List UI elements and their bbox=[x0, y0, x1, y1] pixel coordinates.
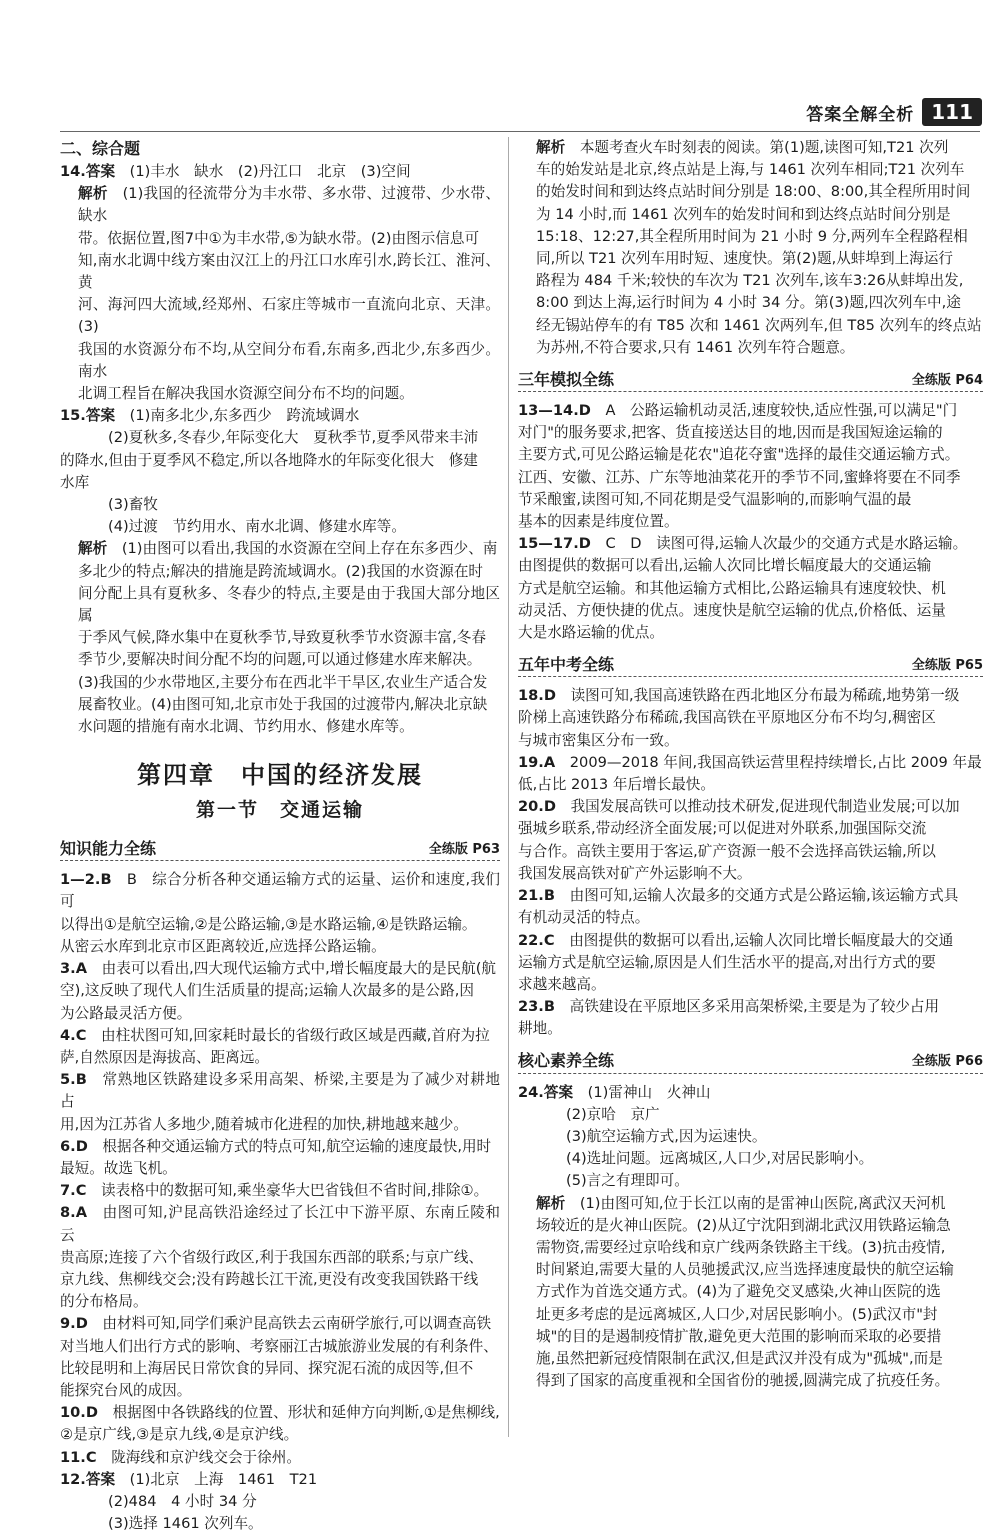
q12-answer bbox=[60, 1469, 500, 1491]
q15-analysis bbox=[60, 538, 500, 738]
answer-item-text: 根据图中各铁路线的位置、形状和延伸方向判断,①是焦柳线, bbox=[112, 1404, 500, 1422]
answer-item-text: 动灵活、方便快捷的优点。速度快是航空运输的优点,价格低、运量 bbox=[518, 601, 946, 619]
analysis-text: 为苏州,不符合要求,只有 1461 次列车符合题意。 bbox=[536, 338, 855, 356]
answer-item-line bbox=[60, 914, 500, 936]
q12-answer-part3: (3)选择 1461 次列车。 bbox=[108, 1515, 263, 1533]
analysis-text: 车的始发站是北京,终点站是上海,与 1461 次列车相同;T21 次列车 bbox=[536, 161, 965, 179]
answer-item-number: 23.B bbox=[518, 998, 555, 1016]
analysis-text: 展畜牧业。(4)由图可知,北京市处于我国的过渡带内,解决北京缺 bbox=[78, 695, 488, 713]
analysis-line bbox=[536, 1348, 983, 1370]
answer-item-text: 低,占比 2013 年后增长最快。 bbox=[518, 776, 715, 794]
q15-answer-part2 bbox=[60, 427, 500, 494]
answer-item-line bbox=[518, 996, 983, 1018]
answer-item-line bbox=[60, 1114, 500, 1136]
analysis-text: 我国的水资源分布不均,从空间分布看,东南多,西北少,东多西少。南水 bbox=[78, 340, 500, 380]
q24-answer-part: (3)航空运输方式,因为运速快。 bbox=[566, 1127, 767, 1145]
answer-item-text: 大是水路运输的优点。 bbox=[518, 624, 664, 642]
answer-item-line bbox=[518, 400, 983, 422]
answer-item-text: 最短。故选飞机。 bbox=[60, 1159, 177, 1177]
answer-item-line bbox=[518, 930, 983, 952]
analysis-text: 同,所以 T21 次列车用时短、速度快。第(2)题,从蚌埠到上海运行 bbox=[536, 250, 953, 268]
answer-item-text: 基本的因素是纬度位置。 bbox=[518, 513, 679, 531]
answer-item-number: 3.A bbox=[60, 960, 87, 978]
answer-item-line bbox=[60, 980, 500, 1002]
analysis-line bbox=[536, 315, 983, 337]
analysis-text: 15:18、12:27,其全程所用时间为 21 小时 9 分,两列车全程路程相 bbox=[536, 227, 968, 245]
header-rule bbox=[60, 131, 980, 132]
analysis-line bbox=[536, 1259, 983, 1281]
analysis-text: (1)由图可知,位于长江以南的是雷神山医院,离武汉天河机 bbox=[579, 1194, 946, 1212]
q14-answer bbox=[60, 161, 500, 183]
q14-analysis bbox=[60, 183, 500, 405]
answer-item-text: 运输方式是航空运输,原因是人们生活水平的提高,对出行方式的要 bbox=[518, 953, 936, 971]
answer-item-line bbox=[60, 1047, 500, 1069]
answer-item-text: 从密云水库到北京市区距离较近,应选择公路运输。 bbox=[60, 937, 386, 955]
answer-item-line bbox=[60, 1180, 500, 1202]
q15-answer-line: (2)夏秋多,冬春少,年际变化大 夏秋季节,夏季风带来丰沛 bbox=[108, 429, 479, 447]
q14-answer-text: (1)丰水 缺水 (2)丹江口 北京 (3)空间 bbox=[129, 163, 411, 180]
answer-item-line bbox=[518, 841, 983, 863]
left-column bbox=[60, 137, 500, 1535]
answer-item-line bbox=[60, 958, 500, 980]
answer-item-number: 22.C bbox=[518, 931, 555, 949]
answer-item-line bbox=[518, 489, 983, 511]
q24-answer-part: (2)京哈 京广 bbox=[566, 1105, 660, 1123]
answer-item-text: 阶梯上高速铁路分布稀疏,我国高铁在平原地区分布不均匀,稠密区 bbox=[518, 709, 936, 727]
answer-item-text: 空),这反映了现代人们生活质量的提高;运输人次最多的是公路,因 bbox=[60, 982, 474, 1000]
q14-number: 14. bbox=[60, 163, 86, 180]
analysis-line bbox=[536, 181, 983, 203]
answer-item-line bbox=[60, 1291, 500, 1313]
answer-item-text: 我国发展高铁对矿产外运影响不大。 bbox=[518, 864, 752, 882]
answer-item-number: 21.B bbox=[518, 887, 555, 905]
band-knowledge bbox=[60, 834, 500, 861]
answer-item-text: 我国发展高铁可以推动技术研发,促进现代制造业发展;可以加 bbox=[570, 798, 960, 816]
answer-item-text: 陇海线和京沪线交会于徐州。 bbox=[111, 1448, 301, 1466]
answer-item-text: 能探究台风的成因。 bbox=[60, 1381, 192, 1399]
answer-item-text: 读图可知,我国高速铁路在西北地区分布最为稀疏,地势第一级 bbox=[570, 687, 960, 705]
q15-answer-part3: (3)畜牧 bbox=[108, 496, 158, 514]
answer-item-line bbox=[60, 1380, 500, 1402]
q12-analysis bbox=[518, 137, 983, 359]
analysis-line bbox=[536, 226, 983, 248]
answer-item-line bbox=[60, 869, 500, 913]
analysis-text: 带。依据位置,图7中①为丰水带,⑤为缺水带。(2)由图示信息可 bbox=[78, 229, 480, 247]
analysis-text: 需物资,需要经过京哈线和京广线两条铁路主干线。(3)抗击疫情, bbox=[536, 1238, 946, 1256]
analysis-text: 的始发时间和到达终点站时间分别是 18:00、8:00,其全程所用时间 bbox=[536, 183, 971, 201]
answer-item-line bbox=[60, 1313, 500, 1335]
answer-item-number: 10.D bbox=[60, 1404, 98, 1422]
analysis-line bbox=[536, 337, 983, 359]
answer-item-text: 根据各种交通运输方式的特点可知,航空运输的速度最快,用时 bbox=[102, 1137, 492, 1155]
analysis-line bbox=[536, 204, 983, 226]
answer-item-text: 京九线、焦柳线交会;没有跨越长江干流,更没有改变我国铁路干线 bbox=[60, 1270, 479, 1288]
analysis-line bbox=[78, 183, 500, 227]
analysis-line bbox=[78, 538, 500, 560]
analysis-line bbox=[78, 339, 500, 383]
page-header bbox=[792, 96, 982, 128]
answer-item-text: 由图可知,沪昆高铁沿途经过了长江中下游平原、东南丘陵和云 bbox=[60, 1204, 500, 1244]
analysis-line bbox=[78, 228, 500, 250]
answer-item-line bbox=[518, 752, 983, 774]
answer-item-number: 7.C bbox=[60, 1182, 87, 1200]
answer-item-line bbox=[518, 622, 983, 644]
q15-answer-part4: (4)过渡 节约用水、南水北调、修建水库等。 bbox=[108, 518, 406, 536]
answer-item-text: 常熟地区铁路建设多采用高架、桥梁,主要是为了减少对耕地占 bbox=[60, 1071, 500, 1111]
analysis-text: 城"的目的是遏制疫情扩散,避免更大范围的影响而采取的必要措 bbox=[536, 1327, 942, 1345]
answer-item-text: 比较昆明和上海居民日常饮食的异同、探究泥石流的成因等,但不 bbox=[60, 1359, 474, 1377]
answer-item-line bbox=[518, 555, 983, 577]
answer-item-number: 4.C bbox=[60, 1026, 87, 1044]
answer-item-text: A 公路运输机动灵活,速度较快,适应性强,可以满足"门 bbox=[605, 402, 958, 420]
answer-item-text: 有机动灵活的特点。 bbox=[518, 909, 650, 927]
answer-item-line bbox=[518, 774, 983, 796]
answer-item-text: 强城乡联系,带动经济全面发展;可以促进对外联系,加强国际交流 bbox=[518, 820, 927, 838]
right-answer-items-a bbox=[518, 400, 983, 644]
answer-item-line bbox=[518, 467, 983, 489]
column-divider bbox=[508, 137, 509, 1437]
answer-item-line bbox=[518, 818, 983, 840]
answer-item-text: 与合作。高铁主要用于客运,矿产资源一般不会选择高铁运输,所以 bbox=[518, 842, 936, 860]
band-ref: 全练版 P64 bbox=[911, 372, 983, 388]
answer-item-number: 8.A bbox=[60, 1204, 87, 1222]
band-title: 三年模拟全练 bbox=[518, 369, 615, 389]
band-ref: 全练版 P65 bbox=[911, 657, 983, 673]
answer-item-text: 对当地人们出行方式的影响、考察丽江古城旅游业发展的有利条件、 bbox=[60, 1337, 498, 1355]
analysis-text: (3)我国的少水带地区,主要分布在西北半干旱区,农业生产适合发 bbox=[78, 673, 488, 691]
analysis-text: 知,南水北调中线方案由汉江上的丹江口水库引水,跨长江、淮河、黄 bbox=[78, 251, 500, 292]
section-heading: 二、综合题 bbox=[60, 139, 141, 158]
band-title: 核心素养全练 bbox=[518, 1051, 615, 1071]
left-answer-items bbox=[60, 869, 500, 1468]
answer-item-line bbox=[518, 533, 983, 555]
q12-answer-part1: (1)北京 上海 1461 T21 bbox=[129, 1470, 318, 1488]
analysis-line bbox=[78, 561, 500, 583]
answer-item-line bbox=[518, 707, 983, 729]
answer-item-line bbox=[60, 1247, 500, 1269]
answer-item-line bbox=[518, 796, 983, 818]
answer-item-text: 2009—2018 年间,我国高铁运营里程持续增长,占比 2009 年最 bbox=[569, 753, 982, 771]
answer-item-text: 与城市密集区分布一致。 bbox=[518, 731, 679, 749]
answer-item-line bbox=[60, 1402, 500, 1424]
answer-item-text: 方式是航空运输。和其他运输方式相比,公路运输具有速度较快、机 bbox=[518, 579, 946, 597]
answer-item-text: 读表格中的数据可知,乘坐豪华大巴省钱但不省时间,排除①。 bbox=[101, 1182, 489, 1200]
q12-answer-part2: (2)484 4 小时 34 分 bbox=[108, 1492, 257, 1510]
analysis-line bbox=[78, 294, 500, 338]
answer-item-line bbox=[518, 974, 983, 996]
answer-item-text: 的分布格局。 bbox=[60, 1293, 148, 1311]
answer-item-text: 主要方式,可见公路运输是花农"追花夺蜜"选择的最佳交通运输方式。 bbox=[518, 446, 960, 464]
analysis-line bbox=[78, 716, 500, 738]
q15-answer-label: 答案 bbox=[85, 407, 116, 425]
answer-item-line bbox=[60, 1158, 500, 1180]
answer-item-line bbox=[60, 1003, 500, 1025]
answer-item-text: 江西、安徽、江苏、广东等地油菜花开的季节不同,蜜蜂将要在不同季 bbox=[518, 468, 961, 486]
analysis-line bbox=[536, 1237, 983, 1259]
answer-item-text: 由图提供的数据可以看出,运输人次同比增长幅度最大的交通 bbox=[569, 931, 954, 949]
answer-item-number: 5.B bbox=[60, 1071, 87, 1089]
header-title: 答案全解全析 bbox=[806, 104, 915, 125]
analysis-text: 水问题的措施有南水北调、节约用水、修建水库等。 bbox=[78, 718, 414, 736]
answer-item-text: ②是京广线,③是京九线,④是京沪线。 bbox=[60, 1426, 299, 1444]
analysis-text: 为 14 小时,而 1461 次列车的始发时间和到达终点站时间分别是 bbox=[536, 205, 951, 223]
analysis-label: 解析 bbox=[78, 540, 108, 558]
answer-item-text: 由图提供的数据可以看出,运输人次同比增长幅度最大的交通运输 bbox=[518, 557, 932, 575]
answer-item-line bbox=[60, 1336, 500, 1358]
answer-item-line bbox=[60, 1136, 500, 1158]
analysis-line bbox=[536, 1370, 983, 1392]
analysis-line bbox=[536, 1326, 983, 1348]
analysis-text: 多北少的特点;解决的措施是跨流域调水。(2)我国的水资源在时 bbox=[78, 562, 484, 580]
analysis-text: 河、海河四大流域,经郑州、石家庄等城市一直流向北京、天津。(3) bbox=[78, 296, 500, 336]
analysis-line bbox=[536, 292, 983, 314]
q12-number: 12. bbox=[60, 1470, 86, 1488]
q24-answer-list bbox=[518, 1104, 983, 1193]
answer-item-text: 对门"的服务要求,把客、货直接送达目的地,因而是我国短途运输的 bbox=[518, 424, 943, 442]
answer-item-text: 节采酿蜜,读图可知,不同花期是受气温影响的,而影响气温的最 bbox=[518, 490, 912, 508]
answer-item-number: 15—17.D bbox=[518, 535, 591, 553]
answer-item-line bbox=[518, 685, 983, 707]
analysis-text: 方式作为首选交通方式。(4)为了避免交叉感染,火神山医院的选 bbox=[536, 1283, 941, 1301]
answer-item-text: 由材料可知,同学们乘沪昆高铁去云南研学旅行,可以调查高铁 bbox=[102, 1315, 492, 1333]
answer-item-text: 用,因为江苏省人多地少,随着城市化进程的加快,耕地越来越少。 bbox=[60, 1115, 468, 1133]
answer-item-line bbox=[518, 422, 983, 444]
answer-item-text: 为公路最灵活方便。 bbox=[60, 1004, 192, 1022]
q24-number: 24. bbox=[518, 1083, 544, 1101]
answer-item-number: 19.A bbox=[518, 753, 556, 771]
band-five-year bbox=[518, 650, 983, 677]
answer-item-number: 6.D bbox=[60, 1137, 88, 1155]
analysis-text: 8:00 到达上海,运行时间为 4 小时 34 分。第(3)题,四次列车中,途 bbox=[536, 294, 961, 312]
analysis-line bbox=[536, 137, 983, 159]
analysis-text: 北调工程旨在解决我国水资源空间分布不均的问题。 bbox=[78, 385, 414, 403]
band-three-year bbox=[518, 365, 983, 392]
analysis-line bbox=[78, 383, 500, 405]
answer-item-number: 20.D bbox=[518, 798, 556, 816]
analysis-line bbox=[536, 1281, 983, 1303]
answer-item-text: 由图可知,运输人次最多的交通方式是公路运输,该运输方式具 bbox=[569, 887, 959, 905]
answer-item-line bbox=[60, 1424, 500, 1446]
band-title: 五年中考全练 bbox=[518, 654, 615, 674]
section-title: 第一节 交通运输 bbox=[195, 799, 364, 822]
q24-answer-part: (5)言之有理即可。 bbox=[566, 1172, 689, 1190]
answer-item-text: 以得出①是航空运输,②是公路运输,③是水路运输,④是铁路运输。 bbox=[60, 915, 477, 933]
answer-item-line bbox=[60, 1447, 500, 1469]
analysis-text: 间分配上具有夏秋多、冬春少的特点,主要是由于我国大部分地区属 bbox=[78, 584, 500, 625]
right-answer-items-b bbox=[518, 685, 983, 1040]
analysis-text: (1)我国的径流带分为丰水带、多水带、过渡带、少水带、缺水 bbox=[78, 185, 500, 225]
answer-item-line bbox=[518, 863, 983, 885]
q24-answer-part: (1)雷神山 火神山 bbox=[587, 1083, 711, 1101]
band-ref: 全练版 P63 bbox=[428, 841, 500, 857]
analysis-line bbox=[78, 672, 500, 694]
answer-item-text: C D 读图可得,运输人次最少的交通方式是水路运输。 bbox=[605, 535, 968, 553]
q14-answer-label: 答案 bbox=[85, 163, 116, 180]
page-number: 111 bbox=[922, 98, 982, 126]
q24-answer-part: (4)选址问题。远离城区,人口少,对居民影响小。 bbox=[566, 1150, 874, 1168]
answer-item-number: 1—2.B bbox=[60, 871, 112, 889]
analysis-text: 施,虽然把新冠疫情限制在武汉,但是武汉并没有成为"孤城",而是 bbox=[536, 1349, 943, 1367]
analysis-line bbox=[536, 159, 983, 181]
answer-item-text: 由柱状图可知,回家耗时最长的省级行政区域是西藏,首府为拉 bbox=[101, 1026, 490, 1044]
analysis-text: 于季风气候,降水集中在夏秋季节,导致夏秋季节水资源丰富,冬春 bbox=[78, 629, 486, 647]
answer-item-line bbox=[518, 600, 983, 622]
answer-item-line bbox=[60, 1269, 500, 1291]
analysis-text: 经无锡站停车的有 T85 次和 1461 次两列车,但 T85 次列车的终点站 bbox=[536, 316, 982, 334]
analysis-text: 路程为 484 千米;较快的车次为 T21 次列车,该车3:26从蚌埠出发, bbox=[536, 272, 964, 290]
answer-item-line bbox=[60, 1025, 500, 1047]
analysis-line bbox=[536, 270, 983, 292]
answer-item-text: B 综合分析各种交通运输方式的运量、运价和速度,我们可 bbox=[60, 871, 500, 911]
answer-item-text: 由表可以看出,四大现代运输方式中,增长幅度最大的是民航(航 bbox=[101, 960, 497, 978]
answer-item-line bbox=[518, 511, 983, 533]
band-core bbox=[518, 1047, 983, 1074]
analysis-line bbox=[78, 583, 500, 627]
analysis-line bbox=[536, 1193, 983, 1215]
analysis-line bbox=[536, 1304, 983, 1326]
answer-item-line bbox=[518, 578, 983, 600]
answer-item-text: 萨,自然原因是海拔高、距离远。 bbox=[60, 1048, 269, 1066]
analysis-label: 解析 bbox=[536, 1194, 566, 1212]
q24-answer-label: 答案 bbox=[543, 1083, 574, 1101]
answer-item-line bbox=[518, 907, 983, 929]
answer-item-line bbox=[518, 885, 983, 907]
answer-item-line bbox=[60, 1202, 500, 1246]
q15-answer-line: 的降水,但由于夏季风不稳定,所以各地降水的年际变化很大 修建 bbox=[60, 451, 478, 469]
answer-item-text: 贵高原;连接了六个省级行政区,利于我国东西部的联系;与京广线、 bbox=[60, 1248, 484, 1266]
analysis-text: (1)由图可以看出,我国的水资源在空间上存在东多西少、南 bbox=[121, 540, 498, 558]
analysis-line bbox=[78, 694, 500, 716]
analysis-line bbox=[78, 649, 500, 671]
analysis-text: 址更多考虑的是远离城区,人口少,对居民影响小。(5)武汉市"封 bbox=[536, 1305, 938, 1323]
band-title: 知识能力全练 bbox=[60, 838, 157, 858]
right-column bbox=[518, 137, 983, 1392]
q12-answer-label: 答案 bbox=[85, 1470, 116, 1488]
analysis-text: 本题考查火车时刻表的阅读。第(1)题,读图可知,T21 次列 bbox=[579, 139, 949, 156]
answer-item-line bbox=[518, 730, 983, 752]
q15-answer bbox=[60, 405, 500, 427]
chapter-title: 第四章 中国的经济发展 bbox=[137, 761, 423, 790]
analysis-text: 季节少,要解决时间分配不均的问题,可以通过修建水库来解决。 bbox=[78, 651, 482, 669]
q15-answer-line: 水库 bbox=[60, 473, 90, 491]
answer-item-text: 高铁建设在平原地区多采用高架桥梁,主要是为了较少占用 bbox=[569, 998, 940, 1016]
answer-item-number: 13—14.D bbox=[518, 402, 591, 420]
analysis-line bbox=[536, 248, 983, 270]
answer-item-number: 11.C bbox=[60, 1448, 97, 1466]
answer-item-text: 求越来越高。 bbox=[518, 975, 606, 993]
q24-answer bbox=[518, 1082, 983, 1104]
analysis-label: 解析 bbox=[536, 139, 566, 156]
analysis-text: 场较近的是火神山医院。(2)从辽宁沈阳到湖北武汉用铁路运输急 bbox=[536, 1216, 951, 1234]
answer-item-line bbox=[518, 952, 983, 974]
answer-item-line bbox=[518, 444, 983, 466]
answer-item-line bbox=[60, 1358, 500, 1380]
answer-item-line bbox=[60, 1069, 500, 1113]
analysis-line bbox=[536, 1215, 983, 1237]
analysis-label: 解析 bbox=[78, 185, 108, 203]
analysis-line bbox=[78, 250, 500, 294]
q15-answer-part1: (1)南多北少,东多西少 跨流域调水 bbox=[129, 407, 360, 425]
answer-item-number: 18.D bbox=[518, 687, 556, 705]
q24-analysis bbox=[518, 1193, 983, 1393]
band-ref: 全练版 P66 bbox=[911, 1054, 983, 1070]
answer-item-line bbox=[60, 936, 500, 958]
answer-item-number: 9.D bbox=[60, 1315, 88, 1333]
answer-item-text: 耕地。 bbox=[518, 1020, 562, 1038]
analysis-text: 得到了国家的高度重视和全国省份的驰援,圆满完成了抗疫任务。 bbox=[536, 1372, 950, 1390]
analysis-line bbox=[78, 627, 500, 649]
analysis-text: 时间紧迫,需要大量的人员驰援武汉,应当选择速度最快的航空运输 bbox=[536, 1261, 954, 1279]
answer-item-line bbox=[518, 1018, 983, 1040]
q15-number: 15. bbox=[60, 407, 86, 425]
